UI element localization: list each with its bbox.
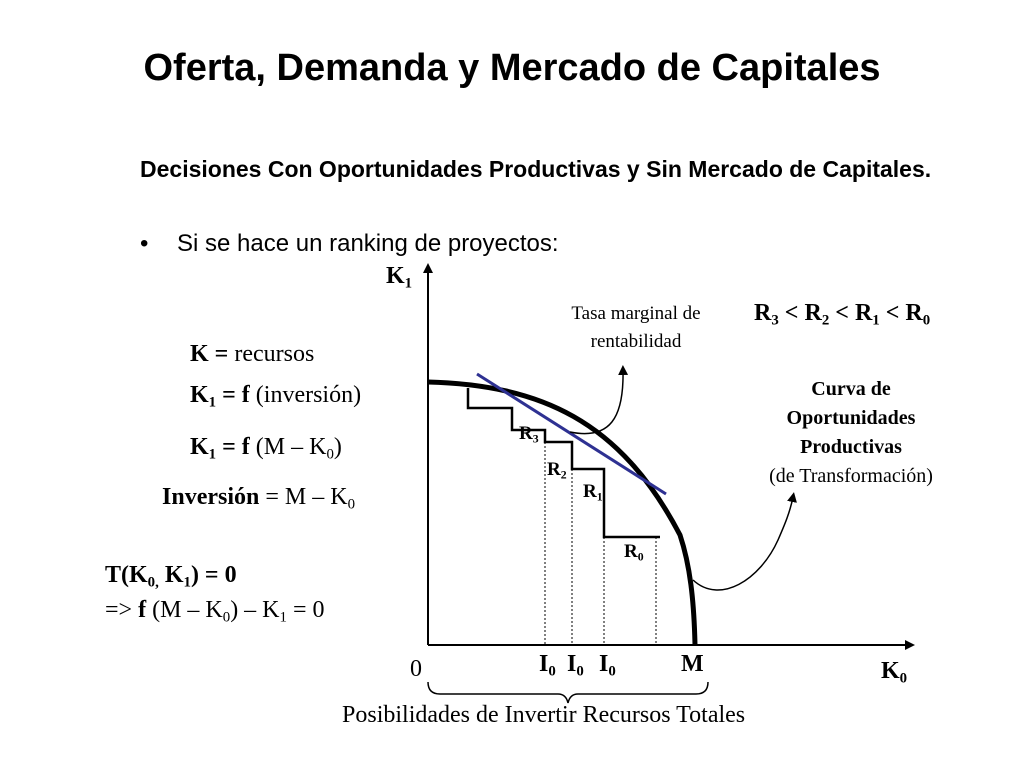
tasa-arrow: [570, 370, 623, 434]
rate-label-r2: $R_2$: [547, 459, 567, 482]
k1-investment: $K_1 = f$ (inversión): [190, 382, 362, 411]
bullet-text: Si se hace un ranking de proyectos:: [177, 230, 559, 257]
x-tick-i0-1: $I_0$: [539, 651, 556, 680]
k-definition: K = recursos: [190, 341, 315, 367]
posibilidades-label: Posibilidades de Invertir Recursos Totales: [342, 702, 746, 728]
origin-label: 0: [410, 656, 422, 682]
brace: [428, 682, 708, 703]
tasa-marginal-label: Tasa marginal de rentabilidad: [571, 303, 701, 352]
inversion-definition: Inversión = M – $K_0$: [162, 484, 356, 513]
transformation-implication: => f $(M - K_0) - K_1 = 0$: [105, 597, 325, 626]
rate-label-r3: $R_3$: [519, 423, 539, 446]
rate-inequality: $R_3 < R_2 < R_1 < R_0$: [754, 300, 931, 329]
transformation-eq: $T(K_{0,}$ $K_1) = 0$: [105, 562, 237, 591]
k1-m-k0: $K_1 = f$ $(M - K_0)$: [190, 434, 342, 463]
bullet-marker: •: [140, 230, 149, 257]
y-axis-label: $K_1$: [386, 263, 413, 292]
section-heading: Decisiones Con Oportunidades Productivas y Sin Mercado de Capitales.: [140, 156, 932, 182]
tangent-line: [477, 374, 666, 494]
rate-label-r0: $R_0$: [624, 541, 644, 564]
x-axis-label: $K_0$: [881, 658, 908, 687]
production-opportunity-curve: [428, 382, 695, 645]
m-label: M: [681, 651, 704, 677]
curve-label: Curva de Oportunidades Productivas (de Transformación): [769, 378, 933, 487]
curve-arrow: [693, 497, 793, 590]
x-tick-i0-2: $I_0$: [567, 651, 584, 680]
slide-title: Oferta, Demanda y Mercado de Capitales: [143, 47, 881, 89]
rate-label-r1: $R_1$: [583, 481, 603, 504]
x-tick-i0-3: $I_0$: [599, 651, 616, 680]
